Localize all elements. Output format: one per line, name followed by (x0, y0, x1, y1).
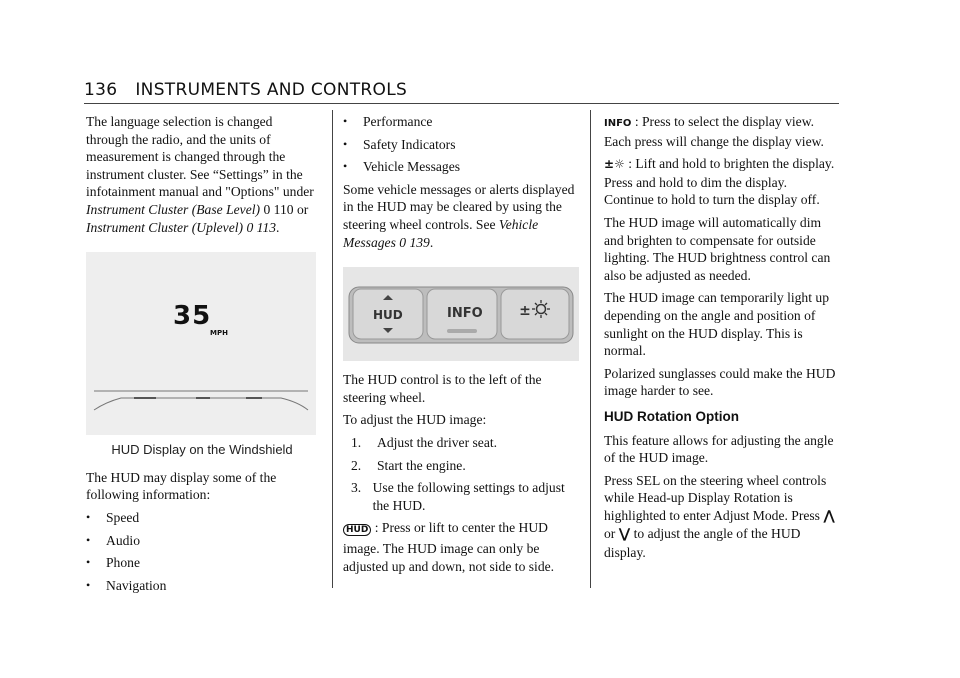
hud-speed: 35 (173, 301, 212, 332)
brightness-icon: ±☼ (604, 157, 625, 172)
hud-info-paragraph: The HUD may display some of the following information: (86, 469, 277, 503)
brightness-description: ±☼ : Lift and hold to brighten the display. Press and hold to dim the display. Continue to hold to turn the display off. (604, 156, 835, 208)
info-icon: INFO (604, 118, 632, 129)
page-header (84, 80, 425, 100)
section-title: INSTRUMENTS AND CONTROLS (135, 80, 408, 100)
hud-windshield-figure (86, 252, 316, 435)
list-item: • Performance (343, 114, 433, 129)
header-rule (84, 103, 839, 104)
list-item: • Phone (86, 555, 140, 571)
rotation-intro: This feature allows for adjusting the angle of the HUD image. (604, 432, 834, 466)
hud-speed-unit: MPH (210, 329, 228, 338)
column-divider-2 (590, 110, 591, 588)
sunlight-paragraph: The HUD image can temporarily light up depending on the angle and position of sunlight on the HUD display. This is normal. (604, 290, 829, 359)
hud-button-label: HUD (373, 308, 403, 323)
list-item: • Vehicle Messages (343, 159, 461, 175)
vehicle-messages-paragraph: Some vehicle messages or alerts displayed in the HUD may be cleared by using the steering wheel controls. See Vehicle Messages 0 139. (343, 181, 575, 250)
list-item: 2. Start the engine. (351, 457, 466, 473)
hud-button-description: HUD : Press or lift to center the HUD image. The HUD image can only be adjusted up and down, not side to side. (343, 520, 555, 574)
list-item: 1. Adjust the driver seat. (351, 434, 498, 450)
info-button-label: INFO (447, 306, 483, 322)
rotation-instructions: Press SEL on the steering wheel controls while Head-up Display Rotation is highlighted to enter Adjust Mode. Press ⋀ or ⋁ to adjust the angle of the HUD display. (604, 472, 835, 561)
column-divider-1 (332, 110, 333, 588)
link-instrument-cluster-uplevel[interactable]: Instrument Cluster (Uplevel) (86, 219, 244, 235)
windshield-line-drawing (86, 252, 316, 435)
hud-control-location: The HUD control is to the left of the steering wheel. (343, 372, 542, 405)
chevron-up-icon: ⋀ (823, 507, 835, 524)
hud-controls-figure (343, 267, 579, 361)
adjust-intro: To adjust the HUD image: (343, 412, 487, 428)
list-item: • Audio (86, 532, 140, 548)
language-paragraph: The language selection is changed through the radio, and the units of measurement is changed through the instrument cluster. See “Settings” in the infotainment manual and "Options" under Instrument Cluster (Base Level) 0 110 or Instrument Cluster (Uplevel) 0 113. (86, 114, 314, 235)
svg-text:±: ± (519, 303, 531, 320)
list-item: • Navigation (86, 577, 167, 593)
column-2 (343, 113, 579, 580)
list-item: • Safety Indicators (343, 136, 456, 152)
info-button-description: INFO : Press to select the display view. Each press will change the display view. (604, 114, 824, 149)
hud-icon: HUD (343, 524, 371, 536)
page-number: 136 (84, 80, 118, 100)
link-vehicle-messages[interactable]: Vehicle Messages (343, 216, 539, 250)
chevron-down-icon: ⋁ (618, 526, 631, 543)
column-3 (604, 113, 840, 567)
auto-dim-paragraph: The HUD image will automatically dim and brighten to compensate for outside lighting. The HUD brightness control can also be adjusted as needed. (604, 214, 831, 283)
list-item: • Speed (86, 509, 140, 525)
column-1 (86, 113, 318, 599)
figure-caption: HUD Display on the Windshield (111, 442, 293, 458)
list-item: 3. Use the following settings to adjust the HUD. (351, 480, 565, 513)
link-instrument-cluster-base[interactable]: Instrument Cluster (Base Level) (86, 201, 261, 217)
section-heading: HUD Rotation Option (604, 408, 739, 424)
sunglasses-paragraph: Polarized sunglasses could make the HUD image harder to see. (604, 365, 836, 399)
